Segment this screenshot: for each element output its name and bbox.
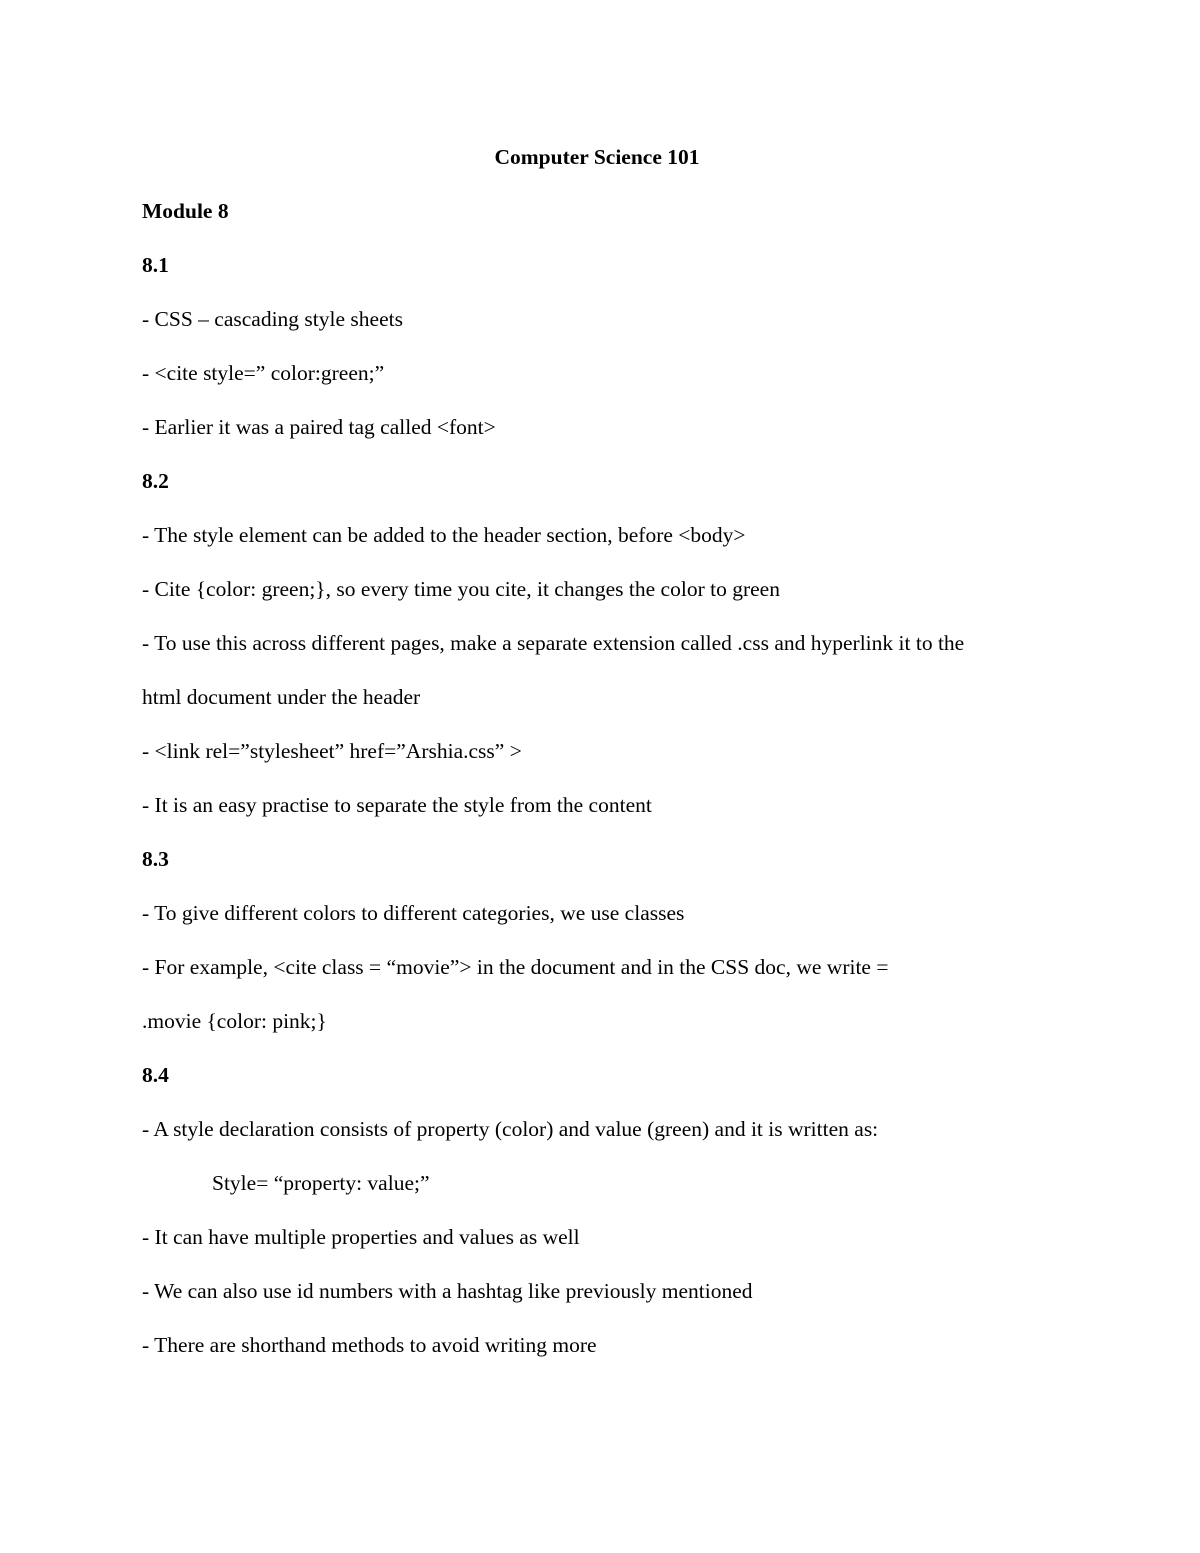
section-8-3-line-1: - To give different colors to different categories, we use classes (142, 901, 685, 925)
section-heading-8-2: 8.2 (142, 469, 169, 493)
section-8-2-line-4: html document under the header (142, 685, 421, 709)
section-8-2-line-5: - <link rel=”stylesheet” href=”Arshia.css” > (142, 739, 522, 763)
section-8-1-line-3: - Earlier it was a paired tag called <font> (142, 415, 496, 439)
section-8-4-line-2: Style= “property: value;” (212, 1171, 430, 1195)
section-8-1-line-2: - <cite style=” color:green;” (142, 361, 385, 385)
section-8-2-line-3: - To use this across different pages, make a separate extension called .css and hyperlink it to the (142, 631, 965, 655)
section-8-4-line-5: - There are shorthand methods to avoid writing more (142, 1333, 597, 1357)
section-heading-8-4: 8.4 (142, 1063, 169, 1087)
section-8-1-line-1: - CSS – cascading style sheets (142, 307, 403, 331)
section-8-3-line-2: - For example, <cite class = “movie”> in the document and in the CSS doc, we write = (142, 955, 889, 979)
document-title: Computer Science 101 (494, 145, 700, 169)
section-8-4-line-4: - We can also use id numbers with a hashtag like previously mentioned (142, 1279, 753, 1303)
module-heading: Module 8 (142, 199, 229, 223)
section-8-2-line-2: - Cite {color: green;}, so every time you cite, it changes the color to green (142, 577, 780, 601)
section-8-3-line-3: .movie {color: pink;} (142, 1009, 327, 1033)
section-8-2-line-1: - The style element can be added to the header section, before <body> (142, 523, 746, 547)
section-heading-8-3: 8.3 (142, 847, 169, 871)
section-8-4-line-1: - A style declaration consists of property (color) and value (green) and it is written as: (142, 1117, 879, 1141)
section-8-2-line-6: - It is an easy practise to separate the style from the content (142, 793, 652, 817)
section-heading-8-1: 8.1 (142, 253, 169, 277)
section-8-4-line-3: - It can have multiple properties and values as well (142, 1225, 580, 1249)
